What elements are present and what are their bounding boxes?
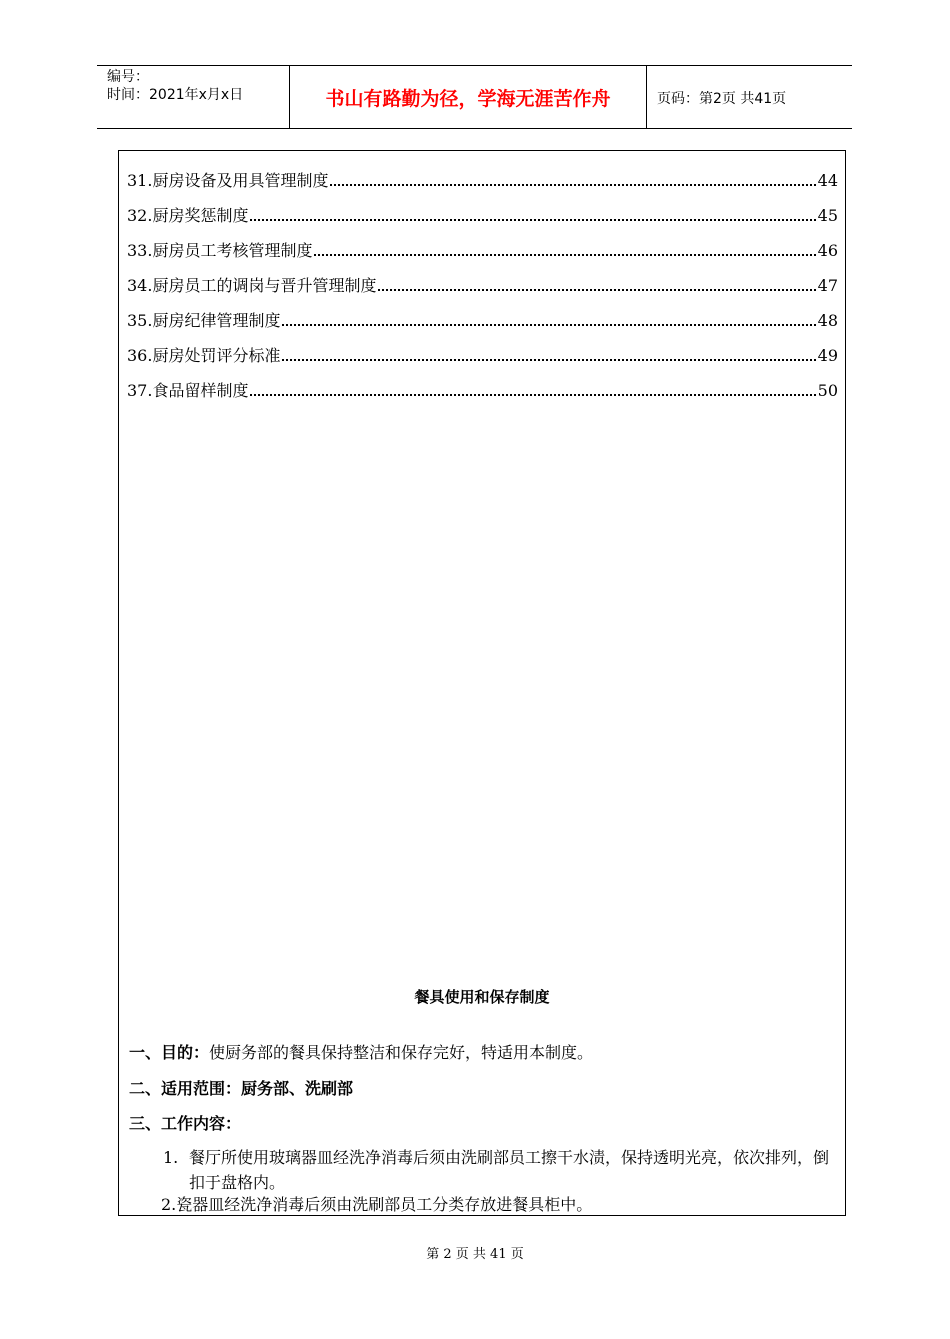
header-motto: 书山有路勤为径，学海无涯苦作舟 <box>325 88 611 110</box>
toc-item-title: 37.食品留样制度 <box>127 381 249 400</box>
toc-dot-leader <box>282 323 815 326</box>
scope-paragraph <box>129 1077 835 1101</box>
toc-item-title: 35.厨房纪律管理制度 <box>127 311 281 330</box>
purpose-paragraph <box>129 1041 835 1065</box>
table-of-contents <box>127 157 838 402</box>
toc-dot-leader <box>330 183 815 186</box>
toc-item[interactable] <box>127 367 838 402</box>
scope-text: 二、适用范围：厨务部、洗刷部 <box>129 1079 354 1098</box>
header-time-label: 时间：2021年x月x日 <box>107 87 244 103</box>
toc-item-page: 49 <box>817 346 838 365</box>
header-code-label: 编号： <box>107 69 149 85</box>
toc-item[interactable] <box>127 297 838 332</box>
toc-item-title: 31.厨房设备及用具管理制度 <box>127 171 329 190</box>
header-right-cell <box>647 66 852 128</box>
toc-item[interactable] <box>127 227 838 262</box>
toc-dot-leader <box>378 288 815 291</box>
header-left-cell <box>97 66 290 128</box>
work-item-1-text: 餐厅所使用玻璃器皿经洗净消毒后须由洗刷部员工擦干水渍，保持透明光亮，依次排列，倒扣于盘格内。 <box>189 1148 830 1192</box>
purpose-text: 使厨务部的餐具保持整洁和保存完好，特适用本制度。 <box>209 1043 594 1062</box>
page-header <box>97 65 852 129</box>
page-footer: 第 2 页 共 41 页 <box>426 1247 524 1262</box>
toc-item-title: 33.厨房员工考核管理制度 <box>127 241 313 260</box>
toc-dot-leader <box>282 358 815 361</box>
document-frame <box>118 150 846 1216</box>
work-item-1 <box>163 1145 831 1195</box>
toc-item[interactable] <box>127 332 838 367</box>
toc-item-title: 32.厨房奖惩制度 <box>127 206 249 225</box>
toc-item-page: 44 <box>817 171 838 190</box>
toc-item-title: 34.厨房员工的调岗与晋升管理制度 <box>127 276 377 295</box>
content-label: 三、工作内容： <box>129 1114 242 1133</box>
toc-item-page: 48 <box>817 311 838 330</box>
header-middle-cell <box>290 66 647 128</box>
work-item-2: 2.瓷器皿经洗净消毒后须由洗刷部员工分类存放进餐具柜中。 <box>161 1195 593 1214</box>
toc-item-page: 50 <box>817 381 838 400</box>
toc-item-title: 36.厨房处罚评分标准 <box>127 346 281 365</box>
toc-item[interactable] <box>127 262 838 297</box>
toc-item[interactable] <box>127 192 838 227</box>
content-heading <box>129 1112 835 1136</box>
work-item-1-number: 1. <box>163 1148 179 1167</box>
purpose-label: 一、目的： <box>129 1043 210 1062</box>
toc-item-page: 47 <box>817 276 838 295</box>
header-page-info: 页码：第2页 共41页 <box>657 91 787 107</box>
toc-item-page: 46 <box>817 241 838 260</box>
toc-item-page: 45 <box>817 206 838 225</box>
toc-dot-leader <box>250 393 815 396</box>
section-title: 餐具使用和保存制度 <box>414 988 550 1006</box>
toc-dot-leader <box>314 253 815 256</box>
toc-dot-leader <box>250 218 815 221</box>
toc-item[interactable] <box>127 157 838 192</box>
